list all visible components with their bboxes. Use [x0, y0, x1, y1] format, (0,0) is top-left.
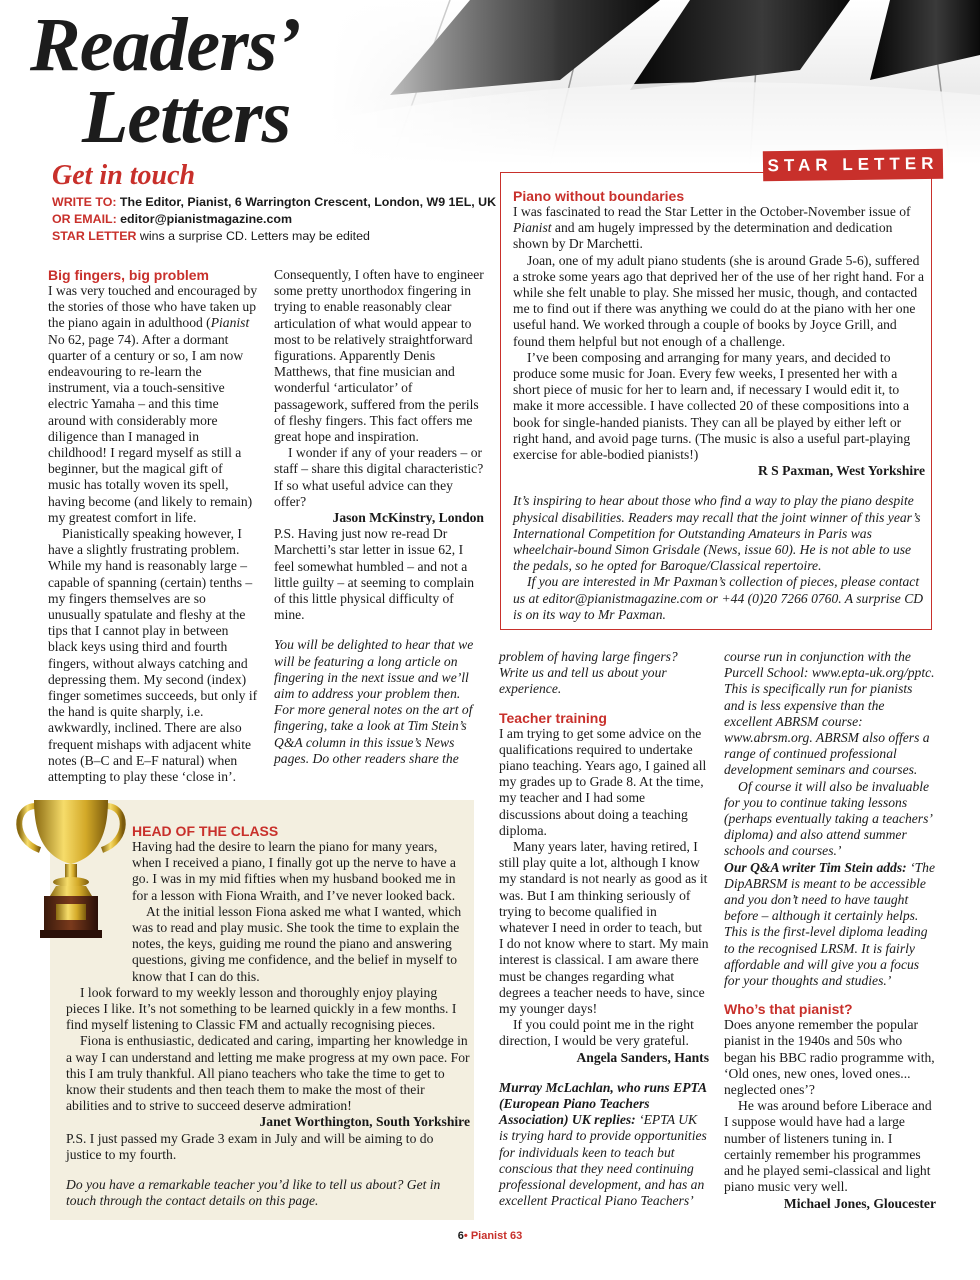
big-fingers-para: I wonder if any of your readers – or staff – share this digital characteristic? If so what useful advice can they offer? — [274, 445, 484, 509]
star-letter-reply: It’s inspiring to hear about those who find a way to play the piano despite physical disabilities. Readers may recall that the joint winner of this year’s International Competition for Outstanding Amateurs in Paris was wheelchair-bound Simon Grisdale (News, issue 60). He is not able to use the pedals, so he opted for Baroque/Classical repertoire. — [513, 493, 921, 574]
head-of-class-heading: HEAD OF THE CLASS — [132, 823, 279, 839]
piano-keys-image — [330, 0, 980, 165]
footer-separator: • — [463, 1230, 468, 1242]
head-of-class-ps: P.S. I just passed my Grade 3 exam in July and will be aiming to do justice to my fourth. — [66, 1130, 434, 1162]
teacher-training-reply2: Of course it will also be invaluable for you to continue taking lessons (perhaps eventually taking a teachers’ diploma) and also attend summer schools and courses.’ — [724, 778, 932, 859]
star-letter-line: STAR LETTER wins a surprise CD. Letters may be edited — [52, 229, 370, 243]
get-in-touch-heading: Get in touch — [52, 160, 196, 191]
big-fingers-col2 — [274, 267, 484, 767]
page-title-line2: Letters — [82, 75, 291, 159]
big-fingers-para: Pianistically speaking however, I have a slightly frustrating problem. While my hand is reasonably large – capable of spanning (certain) tenths – my fingers themselves are so unusually spatulate and fleshy at the tips that I cannot play in between black keys using third and fourth fingers, without always catching and depressing them. My second (index) finger sometimes succeeds, but only if the hand is quite sharply, i.e. awkwardly, inclined. There are also frequent mishaps with adjacent white notes (B–C and E–F natural) when attempting to play these ‘close in’. — [48, 526, 258, 785]
head-of-class-para: At the initial lesson Fiona asked me what I wanted, which was to read and play music. She took the time to explain the notes, the keys, guiding me round the piano and answering questions, giving me confidence, and the belief in myself to know that I can do this. — [132, 903, 462, 984]
big-fingers-col1 — [48, 267, 258, 785]
head-of-class-para: Having had the desire to learn the piano for many years, when I received a piano, I finally got up the nerve to have a go. I was in my mid fifties when my husband booked me in for a lesson with Fiona Wraith, and I’ve never looked back. — [132, 839, 456, 903]
teacher-training-heading: Teacher training — [499, 709, 607, 726]
star-letter-para: I’ve been composing and arranging for many years, and decided to produce some music for Joan. Every few weeks, I presented her with a short piece of music for her to learn and, if necessary I would edit it, to make it more accessible. I have collected 20 of these compositions into a book for single-handed pianists. They can all be played by either left or right hand, and avoid page turns. (The music is also a useful part-playing exercise for able-bodied pianists!) — [513, 349, 911, 463]
email-line: OR EMAIL: editor@pianistmagazine.com — [52, 212, 292, 226]
whos-that-heading: Who’s that pianist? — [724, 1001, 853, 1018]
head-of-class-reply: Do you have a remarkable teacher you’d like to tell us about? Get in touch through the contact details on this page. — [66, 1177, 441, 1209]
teacher-training-signature: Angela Sanders, Hants — [576, 1049, 709, 1065]
write-to-line: WRITE TO: The Editor, Pianist, 6 Warrington Crescent, London, W9 1EL, UK — [52, 195, 497, 209]
issue-number: 63 — [509, 1230, 523, 1242]
big-fingers-para: Consequently, I often have to engineer some pretty unorthodox fingering in trying to enable reasonably clear articulation of what would appear to most to be relatively straightforward figurations. Apparently Denis Matthews, that fine musician and wonderful ‘articulator’ of passagework, suffered from the perils of fleshy fingers. This fact offers me great hope and inspiration. — [274, 267, 484, 445]
whos-that-para: He was around before Liberace and I suppose would have had a large number of listeners tuning in. I certainly remember his programmes and he played semi-classical and light piano music very well. — [724, 1098, 932, 1195]
teacher-training-col — [499, 649, 709, 1210]
teacher-training-para: I am trying to get some advice on the qualifications required to undertake piano teaching. Years ago, I gained all my grades up to Grade 8. At the time, my teacher and I had some discussions about doing a teaching diploma. — [499, 725, 707, 838]
head-of-class-para: Fiona is enthusiastic, dedicated and caring, imparting her knowledge in a way I can understand and letting me make progress at my own pace. For this I am truly thankful. All piano teachers who take the time to get to know their students and then teach them to make the most of their abilities and to strive to succeed deserve admiration! — [66, 1033, 470, 1114]
contact-details — [52, 194, 496, 245]
page-footer — [0, 1230, 980, 1242]
whos-that-signature: Michael Jones, Gloucester — [783, 1195, 936, 1211]
page-title-line1: Readers’ — [30, 3, 301, 87]
head-of-class-text — [66, 823, 470, 1209]
big-fingers-ps: P.S. Having just now re-read Dr Marchetti’s star letter in issue 62, I feel somewhat humbled – and not a little guilty – at seeming to complain of this little physical difficulty of mine. — [274, 526, 475, 623]
whos-that-para: Does anyone remember the popular pianist in the 1940s and 50s who began his BBC radio programme with, ‘Old ones, new ones, loved ones... neglected ones’? — [724, 1017, 935, 1098]
star-letter-reply: If you are interested in Mr Paxman’s collection of pieces, please contact us at editor@pianistmagazine.com or +44 (0)20 7266 0760. A surprise CD is on its way to Mr Paxman. — [513, 574, 924, 622]
head-of-class-signature: Janet Worthington, South Yorkshire — [259, 1114, 470, 1130]
teacher-training-para: Many years later, having retired, I still play quite a lot, although I know my standard is not nearly as good as it was. But I am thinking seriously of trying to become qualified in whatever I need in order to teach, but I do not know where to start. My main interest is classical. I am aware there must be changes regarding what degrees a teacher needs to have, since my younger days! — [499, 839, 709, 1017]
big-fingers-reply-cont: problem of having large fingers? Write us and tell us about your experience. — [499, 649, 678, 697]
star-letter-heading: Piano without boundaries — [513, 188, 685, 204]
star-letter-para: I was fascinated to read the Star Letter in the October-November issue of Pianist and am hugely impressed by the determination and dedication shown by Dr Marchetti. — [513, 204, 911, 252]
star-letter-tab: STAR LETTER — [763, 149, 943, 182]
teacher-training-reply: Murray McLachlan, who runs EPTA (European Piano Teachers Association) UK replies: ‘EPTA UK is trying hard to provide opportunities for individuals keen to teach but conscious that they need continuing professional development, and has an excellent Practical Piano Teachers’ — [499, 1079, 707, 1209]
big-fingers-reply: You will be delighted to hear that we will be featuring a long article on fingering in the next issue and we’ll aim to address your problem then. For more general notes on the art of fingering, take a look at Tim Stein’s Q&A column in this issue’s News pages. Do other readers share the — [274, 637, 474, 766]
teacher-training-reply3: Our Q&A writer Tim Stein adds: ‘The DipABRSM is meant to be accessible and you don’t need to have taught before – although it certainly helps. This is the first-level diploma leading to the recognised LRSM. It is fairly affordable and will give you a focus for your thoughts and studies.’ — [724, 859, 935, 989]
teacher-training-para: If you could point me in the right direction, I would be very grateful. — [499, 1017, 694, 1049]
star-letter-text — [513, 188, 925, 623]
teacher-training-reply-cont: course run in conjunction with the Purcell School: www.epta-uk.org/pptc. This is specifically run for pianists and is less expensive than the excellent ABRSM course: www.abrsm.org. ABRSM also offers a range of continued professional development seminars and courses. — [724, 649, 935, 778]
star-letter-para: Joan, one of my adult piano students (she is around Grade 5-6), suffered a stroke some years ago that deprived her of the use of her right hand. For a while she felt unable to play. She missed her music, though, and contacted me to find out if there was anything we could do at the piano with her one useful hand. We worked through a couple of books by Joyce Grill, and found them helpful but not enough of a challenge. — [513, 252, 925, 349]
big-fingers-heading: Big fingers, big problem — [48, 267, 210, 283]
page-number: 6 — [457, 1230, 464, 1242]
big-fingers-signature: Jason McKinstry, London — [332, 510, 484, 526]
whos-that-col — [724, 649, 936, 1212]
big-fingers-para: I was very touched and encouraged by the stories of those who have taken up the piano again in adulthood (Pianist No 62, page 74). After a dormant quarter of a century or so, I am now endeavouring to re-learn the instrument, via a touch-sensitive electric Yamaha – and this time around with considerably more diligence than I managed in childhood! I regard myself as still a beginner, but the magical gift of music has totally woven its spell, having become (and likely to remain) my greatest comfort in life. — [48, 283, 258, 525]
head-of-class-para: I look forward to my weekly lesson and thoroughly enjoy playing pieces I like. It’s not something to be learned quickly in a few months. I find myself listening to Classic FM and actually recognising pieces. — [66, 984, 457, 1033]
magazine-name: Pianist — [470, 1230, 507, 1242]
star-letter-signature: R S Paxman, West Yorkshire — [757, 463, 925, 479]
